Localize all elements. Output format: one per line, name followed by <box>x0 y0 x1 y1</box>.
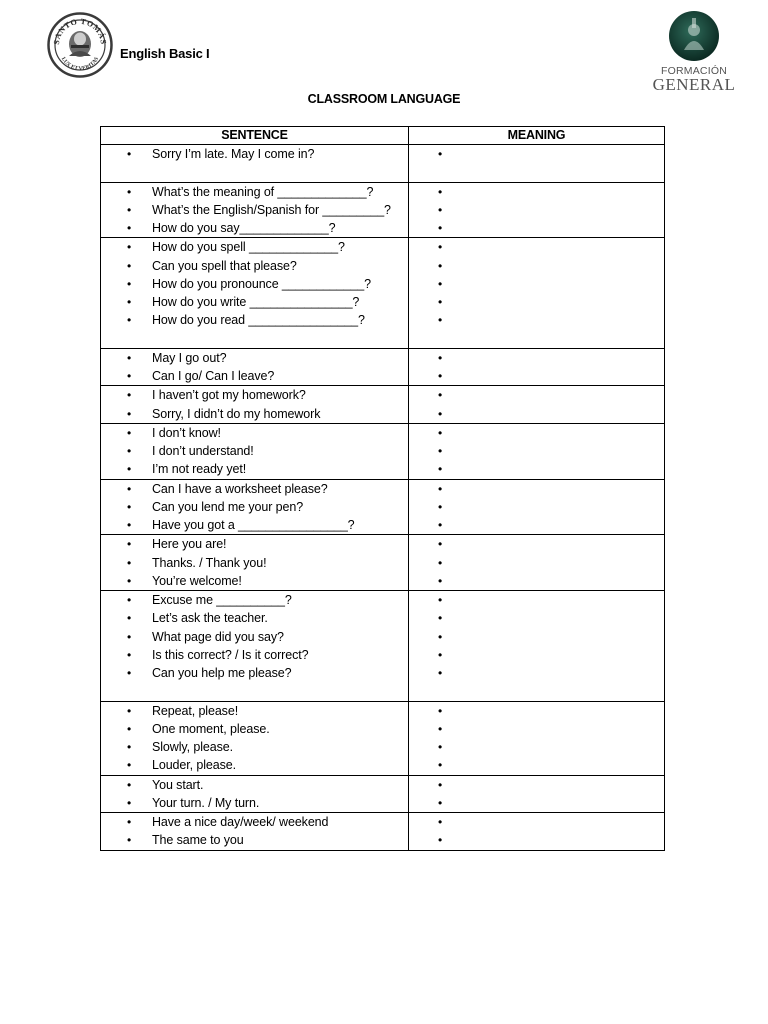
sentence-item <box>101 349 408 367</box>
meaning-item <box>409 498 664 516</box>
sentence-item <box>101 386 408 404</box>
bullet-icon: • <box>127 388 132 403</box>
bullet-icon: • <box>127 777 132 792</box>
sentence-text: Slowly, please. <box>152 740 233 754</box>
sentence-text: Here you are! <box>152 537 227 552</box>
sentence-cell <box>101 701 409 775</box>
bullet-icon: • <box>127 573 132 588</box>
meaning-item <box>409 776 664 794</box>
sentence-cell <box>101 238 409 349</box>
bullet-icon: • <box>438 499 443 514</box>
bullet-icon: • <box>127 499 132 514</box>
bullet-icon: • <box>438 388 443 403</box>
meaning-item <box>409 238 664 256</box>
bullet-icon: • <box>127 518 132 532</box>
sentence-text: Repeat, please! <box>152 703 239 718</box>
bullet-icon: • <box>127 647 132 662</box>
meaning-cell <box>409 591 665 702</box>
meaning-item <box>409 183 664 201</box>
sentence-text: May I go out? <box>152 350 227 365</box>
blank-line <box>409 330 664 348</box>
meaning-item <box>409 831 664 849</box>
bullet-icon: • <box>127 758 132 773</box>
sentence-item <box>101 591 408 609</box>
sentence-item <box>101 257 408 275</box>
formacion-general-emblem-icon <box>668 10 720 62</box>
sentence-item <box>101 367 408 385</box>
bullet-icon: • <box>438 647 443 662</box>
sentence-item <box>101 572 408 590</box>
bullet-icon: • <box>127 611 132 626</box>
sentence-text: You’re welcome! <box>152 573 242 588</box>
bullet-icon: • <box>438 518 443 532</box>
meaning-item <box>409 367 664 385</box>
bullet-icon: • <box>438 295 443 309</box>
bullet-icon: • <box>127 444 132 458</box>
meaning-item <box>409 609 664 627</box>
sentence-item <box>101 145 408 163</box>
sentence-text: How do you read ________________? <box>152 313 365 328</box>
bullet-icon: • <box>438 537 443 552</box>
meaning-cell <box>409 423 665 479</box>
sentence-item <box>101 275 408 293</box>
table-header-row <box>101 127 665 145</box>
sentence-item <box>101 480 408 498</box>
table-row <box>101 348 665 386</box>
table-row <box>101 701 665 775</box>
meaning-item <box>409 794 664 812</box>
sentence-cell <box>101 813 409 851</box>
sentence-item <box>101 738 408 756</box>
bullet-icon: • <box>127 593 132 607</box>
sentence-text: How do you say_____________? <box>152 221 336 235</box>
sentence-item <box>101 201 408 219</box>
meaning-item <box>409 201 664 219</box>
sentence-text: Sorry I’m late. May I come in? <box>152 147 315 161</box>
sentence-item <box>101 776 408 794</box>
table-row <box>101 423 665 479</box>
table-row <box>101 535 665 591</box>
sentence-text: Can I have a worksheet please? <box>152 481 328 496</box>
bullet-icon: • <box>127 258 132 273</box>
column-header-meaning: MEANING <box>409 127 665 145</box>
table-row <box>101 479 665 535</box>
bullet-icon: • <box>438 444 443 458</box>
sentence-text: How do you write _______________? <box>152 295 360 309</box>
sentence-text: Excuse me __________? <box>152 593 292 607</box>
sentence-text: Can you help me please? <box>152 666 292 680</box>
bullet-icon: • <box>127 276 132 291</box>
bullet-icon: • <box>438 481 443 496</box>
sentence-item <box>101 702 408 720</box>
sentence-text: The same to you <box>152 833 244 848</box>
bullet-icon: • <box>127 833 132 848</box>
sentence-item <box>101 293 408 311</box>
meaning-item <box>409 756 664 774</box>
sentence-text: What’s the meaning of _____________? <box>152 184 374 199</box>
sentence-item <box>101 498 408 516</box>
bullet-icon: • <box>438 425 443 440</box>
sentence-text: Can you lend me your pen? <box>152 499 304 514</box>
bullet-icon: • <box>438 406 443 421</box>
meaning-cell <box>409 182 665 238</box>
sentence-item <box>101 664 408 682</box>
sentence-text: What page did you say? <box>152 629 284 644</box>
sentence-item <box>101 311 408 329</box>
sentence-item <box>101 720 408 738</box>
sentence-text: I haven’t got my homework? <box>152 388 306 403</box>
meaning-cell <box>409 238 665 349</box>
bullet-icon: • <box>127 740 132 754</box>
sentence-item <box>101 831 408 849</box>
sentence-text: What’s the English/Spanish for _________? <box>152 202 391 217</box>
bullet-icon: • <box>127 147 132 161</box>
bullet-icon: • <box>438 369 443 383</box>
bullet-icon: • <box>127 313 132 328</box>
bullet-icon: • <box>438 313 443 328</box>
bullet-icon: • <box>438 721 443 736</box>
bullet-icon: • <box>438 611 443 626</box>
sentence-item <box>101 405 408 423</box>
sentence-text: I’m not ready yet! <box>152 462 247 477</box>
bullet-icon: • <box>438 703 443 718</box>
meaning-cell <box>409 386 665 424</box>
table-row <box>101 813 665 851</box>
bullet-icon: • <box>438 593 443 607</box>
bullet-icon: • <box>127 721 132 736</box>
bullet-icon: • <box>438 758 443 773</box>
bullet-icon: • <box>438 777 443 792</box>
sentence-text: I don’t know! <box>152 425 221 440</box>
bullet-icon: • <box>438 629 443 644</box>
seal-top-text: SANTO TOMÁS <box>51 16 109 46</box>
bullet-icon: • <box>438 258 443 273</box>
sentence-item <box>101 756 408 774</box>
bullet-icon: • <box>438 147 443 161</box>
table-row <box>101 238 665 349</box>
bullet-icon: • <box>127 350 132 365</box>
bullet-icon: • <box>127 369 132 383</box>
meaning-item <box>409 572 664 590</box>
bullet-icon: • <box>127 481 132 496</box>
meaning-item <box>409 219 664 237</box>
table-row <box>101 386 665 424</box>
meaning-item <box>409 813 664 831</box>
bullet-icon: • <box>127 795 132 810</box>
sentence-cell <box>101 348 409 386</box>
document-title: CLASSROOM LANGUAGE <box>307 92 461 106</box>
bullet-icon: • <box>127 406 132 421</box>
sentence-text: Thanks. / Thank you! <box>152 555 267 570</box>
sentence-text: Louder, please. <box>152 758 236 773</box>
sentence-item <box>101 554 408 572</box>
meaning-item <box>409 275 664 293</box>
sentence-cell <box>101 386 409 424</box>
bullet-icon: • <box>127 202 132 217</box>
sentence-cell <box>101 182 409 238</box>
meaning-item <box>409 257 664 275</box>
meaning-item <box>409 349 664 367</box>
sentence-item <box>101 183 408 201</box>
sentence-text: Is this correct? / Is it correct? <box>152 647 309 662</box>
meaning-item <box>409 554 664 572</box>
sentence-item <box>101 794 408 812</box>
table-row <box>101 775 665 813</box>
meaning-item <box>409 664 664 682</box>
meaning-item <box>409 516 664 534</box>
bullet-icon: • <box>127 240 132 255</box>
meaning-item <box>409 424 664 442</box>
bullet-icon: • <box>127 666 132 680</box>
sentence-text: How do you pronounce ____________? <box>152 276 372 291</box>
meaning-cell <box>409 813 665 851</box>
blank-line <box>101 682 408 700</box>
bullet-icon: • <box>438 573 443 588</box>
bullet-icon: • <box>438 815 443 829</box>
sentence-text: I don’t understand! <box>152 444 254 458</box>
meaning-item <box>409 535 664 553</box>
bullet-icon: • <box>127 295 132 309</box>
bullet-icon: • <box>438 462 443 477</box>
table-row <box>101 145 665 183</box>
logo-line-general: GENERAL <box>652 75 736 94</box>
sentence-item <box>101 628 408 646</box>
classroom-language-table <box>100 126 665 851</box>
sentence-text: Have you got a ________________? <box>152 518 355 532</box>
sentence-item <box>101 442 408 460</box>
meaning-item <box>409 145 664 163</box>
bullet-icon: • <box>438 666 443 680</box>
blank-line <box>101 163 408 181</box>
course-name: English Basic I <box>120 46 210 61</box>
bullet-icon: • <box>127 815 132 829</box>
blank-line <box>101 330 408 348</box>
sentence-text: Can I go/ Can I leave? <box>152 369 275 383</box>
sentence-text: One moment, please. <box>152 721 270 736</box>
meaning-cell <box>409 145 665 183</box>
seal-icon <box>47 12 113 78</box>
meaning-item <box>409 480 664 498</box>
bullet-icon: • <box>438 240 443 255</box>
meaning-cell <box>409 479 665 535</box>
blank-line <box>409 682 664 700</box>
sentence-item <box>101 646 408 664</box>
sentence-cell <box>101 775 409 813</box>
sentence-item <box>101 609 408 627</box>
sentence-item <box>101 424 408 442</box>
sentence-cell <box>101 591 409 702</box>
bullet-icon: • <box>438 833 443 848</box>
bullet-icon: • <box>127 184 132 199</box>
seal-bottom-text: LUX ET VERITAS <box>59 56 101 73</box>
logo-line-formacion: FORMACIÓN <box>661 65 727 77</box>
bullet-icon: • <box>438 202 443 217</box>
bullet-icon: • <box>438 276 443 291</box>
bullet-icon: • <box>127 425 132 440</box>
bullet-icon: • <box>438 221 443 235</box>
table-row <box>101 182 665 238</box>
sentence-text: Let’s ask the teacher. <box>152 611 268 626</box>
sentence-item <box>101 238 408 256</box>
sentence-item <box>101 219 408 237</box>
meaning-item <box>409 702 664 720</box>
bullet-icon: • <box>127 537 132 552</box>
bullet-icon: • <box>438 184 443 199</box>
sentence-text: How do you spell _____________? <box>152 240 345 255</box>
meaning-cell <box>409 775 665 813</box>
sentence-cell <box>101 423 409 479</box>
sentence-cell <box>101 145 409 183</box>
meaning-item <box>409 591 664 609</box>
meaning-item <box>409 738 664 756</box>
bullet-icon: • <box>438 795 443 810</box>
bullet-icon: • <box>127 555 132 570</box>
table-row <box>101 591 665 702</box>
table-body <box>101 145 665 851</box>
blank-line <box>409 163 664 181</box>
bullet-icon: • <box>127 703 132 718</box>
meaning-cell <box>409 348 665 386</box>
sentence-text: Have a nice day/week/ weekend <box>152 815 329 829</box>
sentence-item <box>101 535 408 553</box>
column-header-sentence: SENTENCE <box>101 127 409 145</box>
sentence-text: Your turn. / My turn. <box>152 795 260 810</box>
meaning-item <box>409 442 664 460</box>
bullet-icon: • <box>127 462 132 477</box>
meaning-cell <box>409 535 665 591</box>
formacion-general-logo <box>652 10 736 96</box>
bullet-icon: • <box>438 740 443 754</box>
sentence-item <box>101 813 408 831</box>
sentence-cell <box>101 479 409 535</box>
meaning-item <box>409 386 664 404</box>
bullet-icon: • <box>438 350 443 365</box>
sentence-text: Sorry, I didn’t do my homework <box>152 406 321 421</box>
meaning-item <box>409 460 664 478</box>
meaning-cell <box>409 701 665 775</box>
sentence-item <box>101 516 408 534</box>
bullet-icon: • <box>127 221 132 235</box>
sentence-item <box>101 460 408 478</box>
sentence-text: Can you spell that please? <box>152 258 297 273</box>
bullet-icon: • <box>438 555 443 570</box>
meaning-item <box>409 628 664 646</box>
sentence-cell <box>101 535 409 591</box>
meaning-item <box>409 405 664 423</box>
meaning-item <box>409 646 664 664</box>
santo-tomas-seal-logo <box>47 12 113 78</box>
sentence-text: You start. <box>152 777 204 792</box>
bullet-icon: • <box>127 629 132 644</box>
meaning-item <box>409 293 664 311</box>
meaning-item <box>409 720 664 738</box>
meaning-item <box>409 311 664 329</box>
